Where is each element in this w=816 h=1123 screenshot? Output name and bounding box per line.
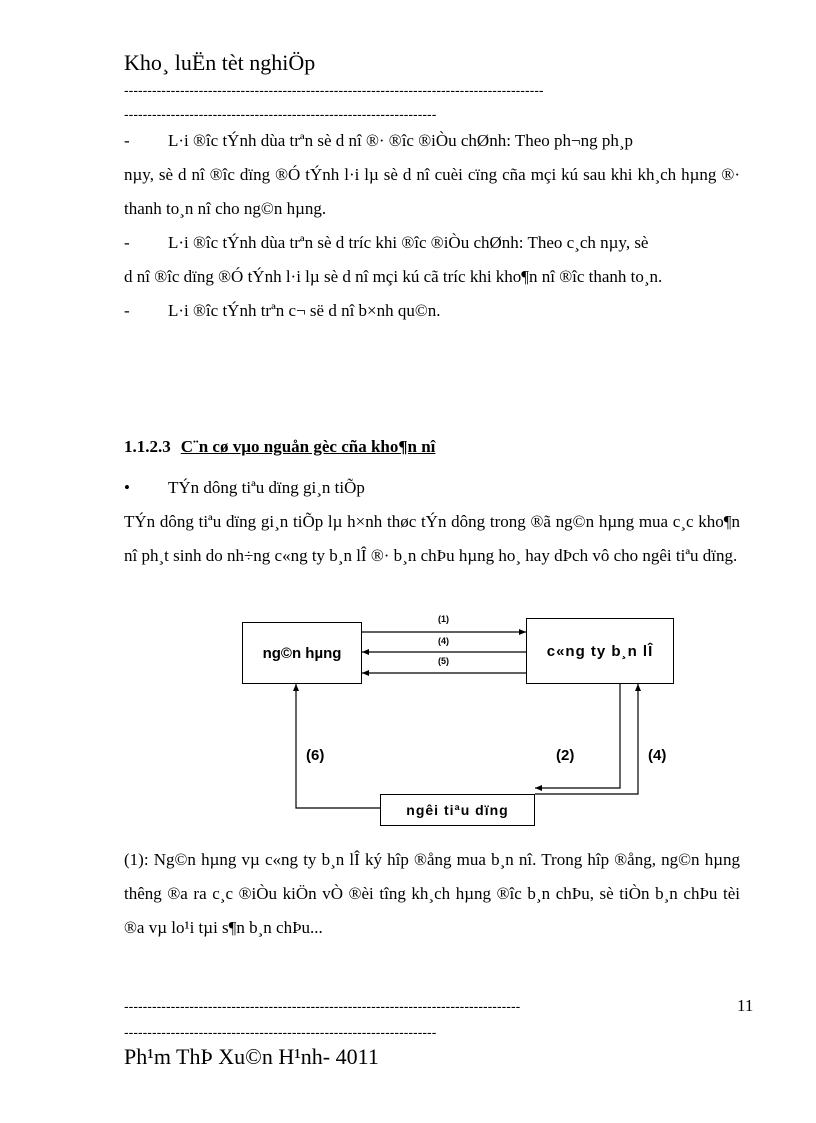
- list-item-rest: nµy, sè d nî ®îc dïng ®Ó tÝnh l·i lµ sè d nî cuèi cïng cña mçi kú sau khi kh¸ch hµng ®· thanh to¸n nî cho ng©n hµng.: [124, 165, 740, 218]
- list-dash: -: [124, 233, 130, 252]
- footer-author: Ph¹m ThÞ Xu©n H¹nh- 4011: [124, 1044, 379, 1069]
- list-item-first-line: L·i ®îc tÝnh trªn c¬ së d nî b×nh qu©n.: [168, 301, 441, 320]
- label-4-right: (4): [648, 747, 667, 764]
- label-1: (1): [438, 614, 449, 624]
- arrow-4-right: [535, 684, 638, 794]
- retailer-box: c«ng ty b¸n lÎ: [526, 618, 674, 684]
- label-4-top: (4): [438, 636, 449, 646]
- header-rule-1: ------------------------------------------------------------------------------------------: [124, 82, 544, 98]
- arrow-2: [535, 684, 620, 788]
- page-number: 11: [737, 996, 754, 1015]
- list-item-first-line: L·i ®îc tÝnh dùa trªn sè d tríc khi ®îc ®iÒu chØnh: Theo c¸ch nµy, sè: [168, 233, 649, 252]
- list-item-rest: d nî ®îc dïng ®Ó tÝnh l·i lµ sè d nî mçi kú cã tríc khi kho¶n nî ®îc thanh to¸n.: [124, 267, 663, 286]
- label-5: (5): [438, 656, 449, 666]
- label-6: (6): [306, 747, 325, 764]
- section-title: C¨n cø vµo nguån gèc cña kho¶n nî: [180, 437, 436, 456]
- arrow-6: [296, 684, 380, 808]
- label-2: (2): [556, 747, 575, 764]
- footer-rule-1: -------------------------------------------------------------------------------------: [124, 998, 521, 1014]
- bank-box: ng©n hµng: [242, 622, 362, 684]
- header-title: Kho¸ luËn tèt nghiÖp: [124, 50, 316, 75]
- section-number: 1.1.2.3: [124, 437, 171, 456]
- paragraph-step-1: (1): Ng©n hµng vµ c«ng ty b¸n lÎ ký hîp ®ång mua b¸n nî. Trong hîp ®ång, ng©n hµng thêng ®a ra c¸c ®iÒu kiÖn vÒ ®èi tîng kh¸ch hµng ®îc b¸n chÞu, sè tiÒn b¸n chÞu tèi ®a vµ lo¹i tµi s¶n b¸n chÞu...: [124, 850, 740, 937]
- list-dash: -: [124, 131, 130, 150]
- list-dash: -: [124, 301, 130, 320]
- paragraph-indirect-credit: TÝn dông tiªu dïng gi¸n tiÕp lµ h×nh thøc tÝn dông trong ®ã ng©n hµng mua c¸c kho¶n nî ph¸t sinh do nh÷ng c«ng ty b¸n lÎ ®· b¸n chÞu hµng ho¸ hay dÞch vô cho ngêi tiªu dïng.: [124, 512, 740, 565]
- list-item-first-line: L·i ®îc tÝnh dùa trªn sè d nî ®· ®îc ®iÒu chØnh: Theo ph¬ng ph¸p: [168, 131, 634, 150]
- bullet-icon: •: [124, 478, 130, 497]
- header-rule-2: -------------------------------------------------------------------: [124, 106, 437, 122]
- bullet-text: TÝn dông tiªu dïng gi¸n tiÕp: [168, 478, 365, 497]
- footer-rule-2: -------------------------------------------------------------------: [124, 1024, 437, 1040]
- consumer-box: ngêi tiªu dïng: [380, 794, 535, 826]
